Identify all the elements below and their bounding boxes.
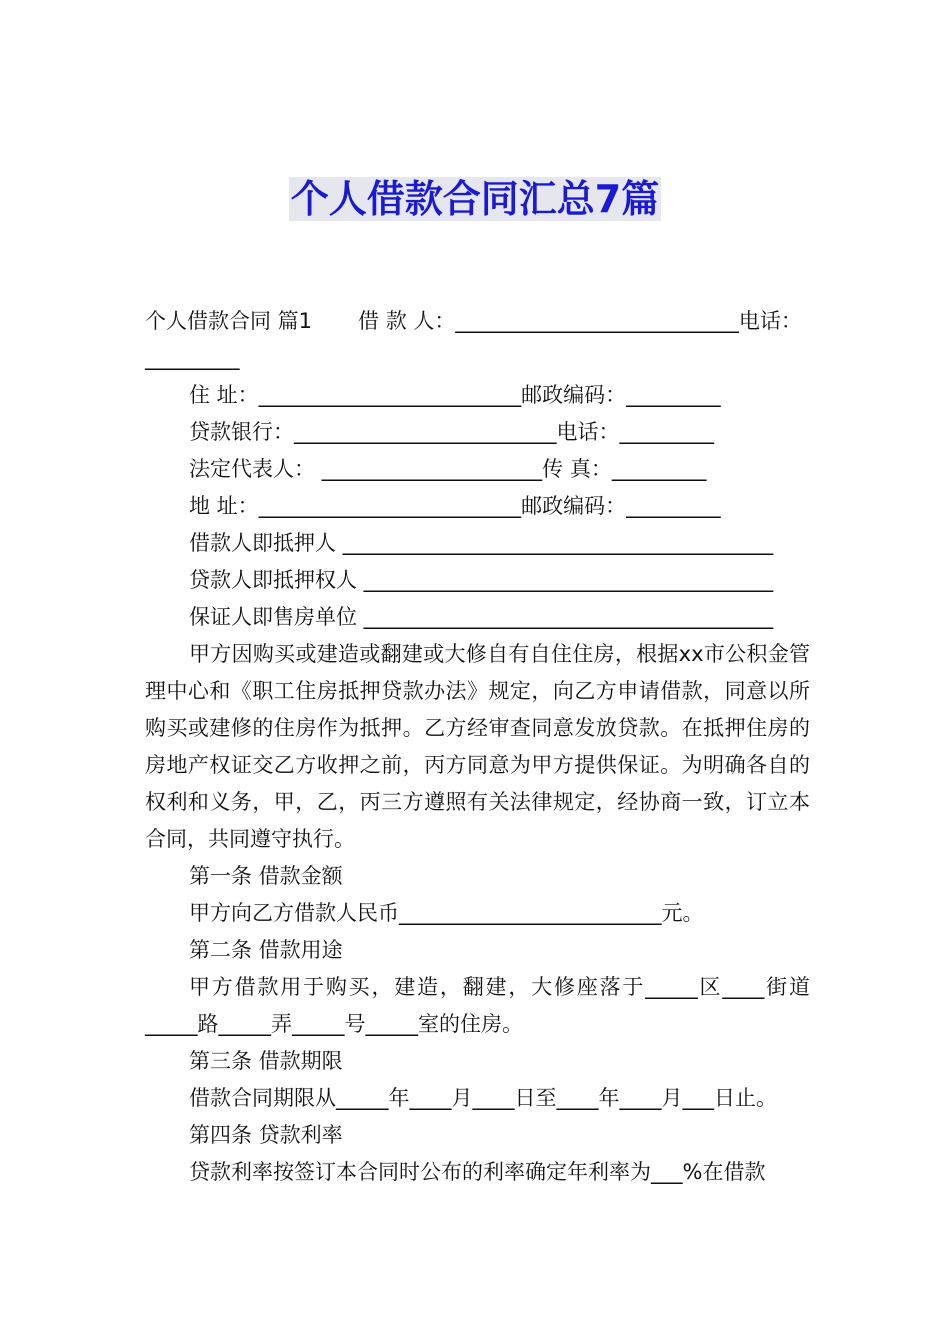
mortgagor-line: 借款人即抵押人 _________________________________________ [189, 531, 774, 555]
article-3-text: 借款合同期限从_____年____月____日至____年____月___日止。 [189, 1086, 777, 1110]
borrower-field: 借 款 人：___________________________电话： [358, 309, 802, 333]
article-1-heading: 第一条 借款金额 [189, 864, 343, 888]
article-1-text: 甲方向乙方借款人民币_________________________元。 [189, 901, 704, 925]
article-3-heading: 第三条 借款期限 [189, 1049, 343, 1073]
article-2-text: 甲方借款用于购买，建造，翻建，大修座落于_____区____街道_____路_____弄_____号_____室的住房。 [145, 975, 810, 1036]
document-title-text: 个人借款合同汇总7篇 [290, 177, 660, 221]
preamble-paragraph: 甲方因购买或建造或翻建或大修自有自住住房，根据xx市公积金管理中心和《职工住房抵押贷款办法》规定，向乙方申请借款，同意以所购买或建修的住房作为抵押。乙方经审查同意发放贷款。在抵押住房的房地产权证交乙方收押之前，丙方同意为甲方提供保证。为明确各自的权利和义务，甲，乙，丙三方遵照有关法律规定，经协商一致，订立本合同，共同遵守执行。 [145, 642, 810, 851]
contract-heading-line [145, 303, 810, 340]
legal-rep-line: 法定代表人： _____________________传 真：_________ [189, 457, 707, 481]
article-2-heading: 第二条 借款用途 [189, 938, 343, 962]
contract-number: 个人借款合同 篇1 [145, 309, 313, 333]
phone-blank-line: _________ [145, 346, 240, 370]
mortgagee-line: 贷款人即抵押权人 _______________________________________ [189, 568, 774, 592]
address-line: 住 址：_________________________邮政编码：_________ [189, 383, 721, 407]
document-title [0, 174, 950, 224]
guarantor-line: 保证人即售房单位 _______________________________________ [189, 605, 774, 629]
lender-address-line: 地 址：_________________________邮政编码：_________ [189, 494, 721, 518]
lender-bank-line: 贷款银行：_________________________电话：_________ [189, 420, 714, 444]
article-4-text: 贷款利率按签订本合同时公布的利率确定年利率为___%在借款 [189, 1160, 766, 1184]
article-4-heading: 第四条 贷款利率 [189, 1123, 343, 1147]
document-body [145, 303, 810, 1191]
